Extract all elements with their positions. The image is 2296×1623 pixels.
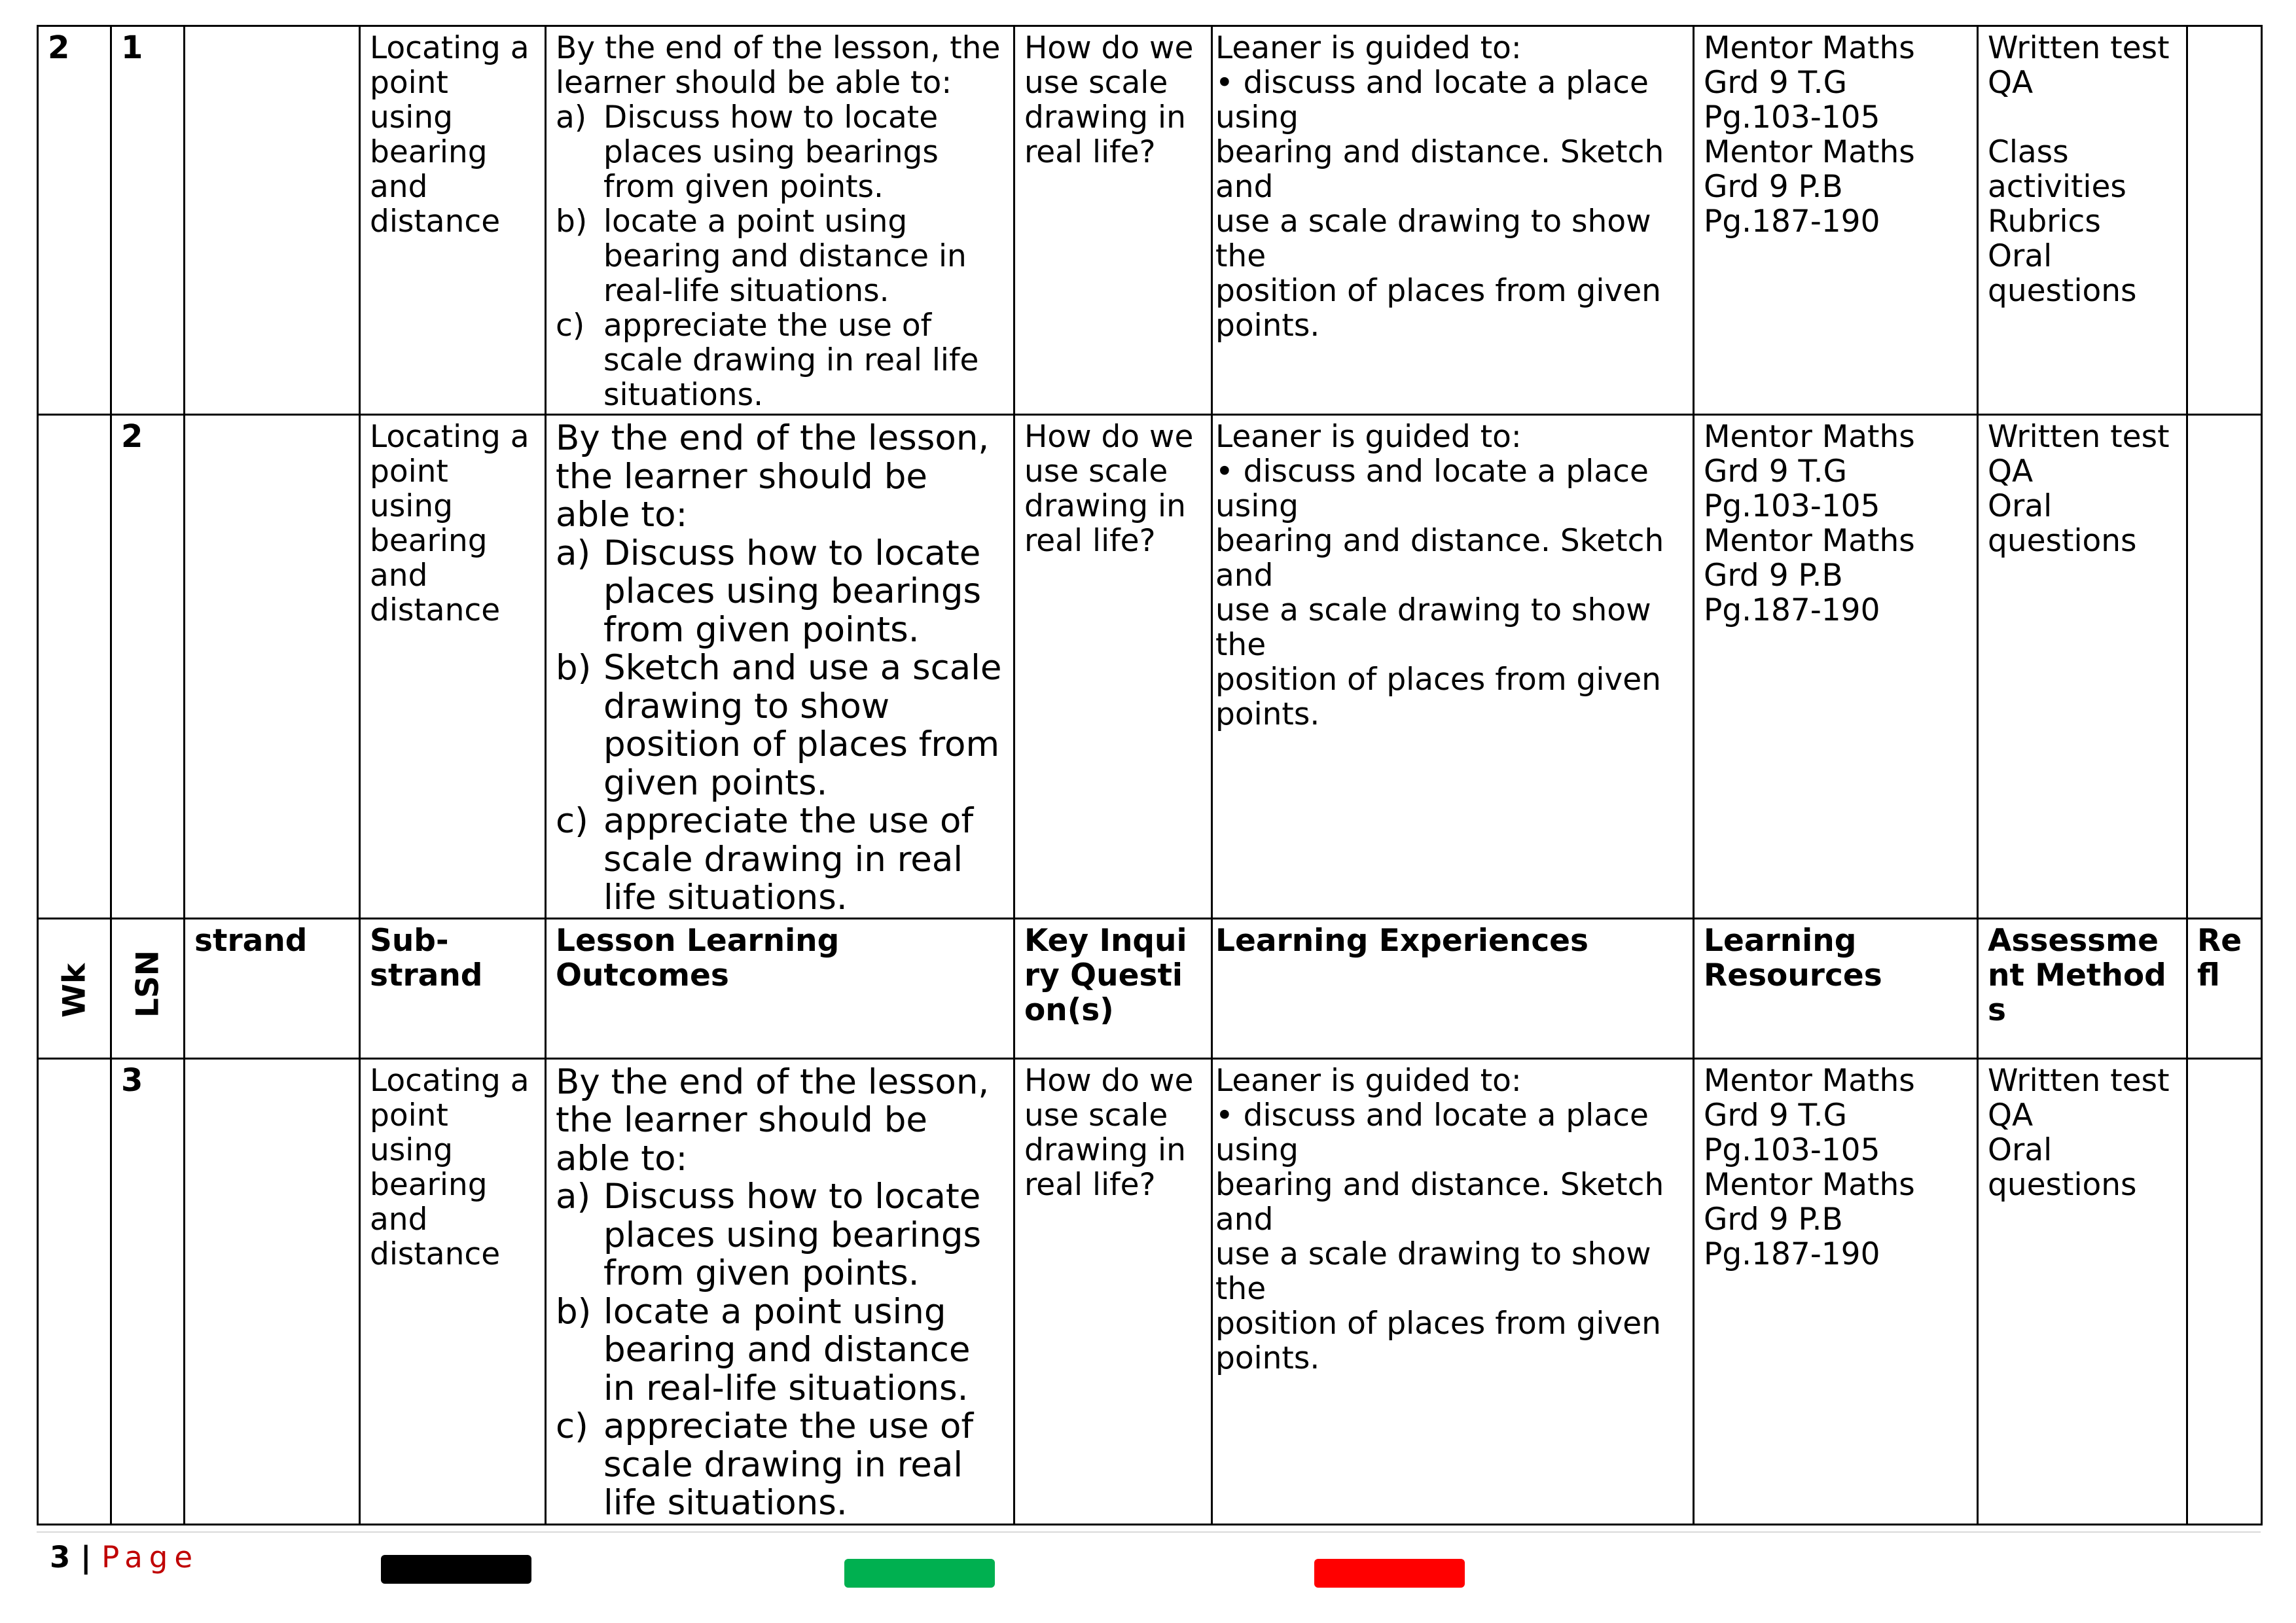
header-substrand: Sub-strand	[360, 918, 546, 1058]
outcomes-cell	[546, 1058, 1014, 1524]
assessment-cell	[1978, 26, 2187, 415]
header-outcomes: Lesson Learning Outcomes	[546, 918, 1014, 1058]
reflection-cell	[2187, 26, 2262, 415]
inquiry-cell: How do we use scale drawing in real life?	[1014, 415, 1212, 919]
list-item: a) Discuss how to locate places using bearings from given points.	[556, 1177, 982, 1293]
outcomes-intro: By the end of the lesson, the learner should be able to:	[556, 418, 990, 535]
outcomes-cell	[546, 26, 1014, 415]
experience-line: position of places from given points.	[1215, 1305, 1661, 1376]
page-number: 3	[50, 1540, 71, 1575]
table-row	[38, 1058, 2262, 1524]
inquiry-cell: How do we use scale drawing in real life?	[1014, 26, 1212, 415]
week-cell	[38, 1058, 111, 1524]
list-item: c) appreciate the use of scale drawing in real life situations.	[556, 1406, 974, 1523]
lesson-number-cell: 3	[111, 1058, 185, 1524]
assessment-line: Oral questions	[1988, 238, 2137, 309]
page-footer	[50, 1539, 199, 1576]
red-swatch	[1314, 1559, 1465, 1588]
reflection-cell	[2187, 1058, 2262, 1524]
table-row	[38, 415, 2262, 919]
experience-line: use a scale drawing to show the	[1215, 592, 1651, 663]
resources-cell	[1694, 26, 1978, 415]
list-item: c) appreciate the use of scale drawing in real life situations.	[556, 801, 974, 918]
substrand-cell: Locating a point using bearing and distance	[360, 415, 546, 919]
experience-line: • discuss and locate a place using	[1215, 65, 1649, 135]
scheme-of-work-table	[37, 25, 2263, 1525]
lesson-number-cell: 2	[111, 415, 185, 919]
assessment-line: Written test	[1988, 30, 2170, 66]
experiences-cell	[1212, 1058, 1694, 1524]
assessment-line: Oral questions	[1988, 488, 2137, 559]
header-experiences: Learning Experiences	[1212, 918, 1694, 1058]
list-item: a) Discuss how to locate places using bearings from given points.	[556, 99, 939, 205]
header-strand: strand	[185, 918, 360, 1058]
resource-line: Mentor Maths Grd 9 T.G Pg.103-105	[1704, 1062, 1915, 1168]
experience-line: • discuss and locate a place using	[1215, 1097, 1649, 1168]
list-item: c) appreciate the use of scale drawing in real life situations.	[556, 308, 979, 413]
outcomes-intro: By the end of the lesson, the learner should be able to:	[556, 30, 1001, 101]
experience-line: bearing and distance. Sketch and	[1215, 1166, 1664, 1238]
assessment-line	[1988, 100, 2177, 135]
assessment-line: Rubrics	[1988, 204, 2101, 240]
lesson-number-cell: 1	[111, 26, 185, 415]
assessment-line: Written test	[1988, 1062, 2170, 1099]
experience-line: position of places from given points.	[1215, 273, 1661, 344]
experiences-cell	[1212, 26, 1694, 415]
experience-line: position of places from given points.	[1215, 662, 1661, 732]
footer-separator: |	[70, 1540, 102, 1575]
assessment-line: Written test	[1988, 419, 2170, 455]
outcomes-list	[556, 1178, 1004, 1523]
experience-line: use a scale drawing to show the	[1215, 1236, 1651, 1307]
list-item: b) locate a point using bearing and distance in real-life situations.	[556, 1291, 971, 1408]
header-reflection: Refl	[2187, 918, 2262, 1058]
experience-line: Leaner is guided to:	[1215, 419, 1522, 455]
outcomes-list	[556, 100, 1004, 412]
footer-divider	[37, 1531, 2261, 1533]
substrand-cell: Locating a point using bearing and distance	[360, 26, 546, 415]
outcomes-cell	[546, 415, 1014, 919]
resource-line: Mentor Maths Grd 9 P.B Pg.187-190	[1704, 1166, 1915, 1272]
green-swatch	[844, 1559, 995, 1588]
strand-cell	[185, 26, 360, 415]
header-resources: Learning Resources	[1694, 918, 1978, 1058]
week-cell	[38, 415, 111, 919]
resource-line: Mentor Maths Grd 9 T.G Pg.103-105	[1704, 30, 1915, 135]
assessment-cell	[1978, 1058, 2187, 1524]
outcomes-intro: By the end of the lesson, the learner should be able to:	[556, 1061, 990, 1179]
strand-cell	[185, 1058, 360, 1524]
resources-cell	[1694, 415, 1978, 919]
table-row	[38, 26, 2262, 415]
header-week: Wk	[38, 918, 111, 1058]
resource-line: Mentor Maths Grd 9 P.B Pg.187-190	[1704, 523, 1915, 628]
substrand-cell: Locating a point using bearing and distance	[360, 1058, 546, 1524]
list-item: b) Sketch and use a scale drawing to show position of places from given points.	[556, 648, 1002, 803]
header-assessment: Assessment Methods	[1978, 918, 2187, 1058]
experience-line: Leaner is guided to:	[1215, 1062, 1522, 1099]
header-inquiry: Key Inquiry Question(s)	[1014, 918, 1212, 1058]
reflection-cell	[2187, 415, 2262, 919]
header-lesson-number: LSN	[111, 918, 185, 1058]
black-swatch	[381, 1555, 531, 1584]
assessment-line: QA	[1988, 65, 2034, 101]
page-label: Page	[101, 1540, 200, 1575]
table-header-row	[38, 918, 2262, 1058]
resource-line: Mentor Maths Grd 9 T.G Pg.103-105	[1704, 419, 1915, 524]
assessment-line: QA	[1988, 454, 2034, 490]
inquiry-cell: How do we use scale drawing in real life?	[1014, 1058, 1212, 1524]
experience-line: • discuss and locate a place using	[1215, 454, 1649, 524]
experience-line: use a scale drawing to show the	[1215, 204, 1651, 274]
experience-line: bearing and distance. Sketch and	[1215, 523, 1664, 594]
week-cell: 2	[38, 26, 111, 415]
experiences-cell	[1212, 415, 1694, 919]
assessment-line: QA	[1988, 1097, 2034, 1133]
resource-line: Mentor Maths Grd 9 P.B Pg.187-190	[1704, 134, 1915, 240]
assessment-line: Oral questions	[1988, 1132, 2137, 1203]
assessment-cell	[1978, 415, 2187, 919]
list-item: b) locate a point using bearing and distance in real-life situations.	[556, 204, 967, 309]
experience-line: Leaner is guided to:	[1215, 30, 1522, 66]
outcomes-list	[556, 535, 1004, 918]
assessment-line: Class activities	[1988, 134, 2126, 205]
list-item: a) Discuss how to locate places using bearings from given points.	[556, 533, 982, 650]
resources-cell	[1694, 1058, 1978, 1524]
strand-cell	[185, 415, 360, 919]
experience-line: bearing and distance. Sketch and	[1215, 134, 1664, 205]
